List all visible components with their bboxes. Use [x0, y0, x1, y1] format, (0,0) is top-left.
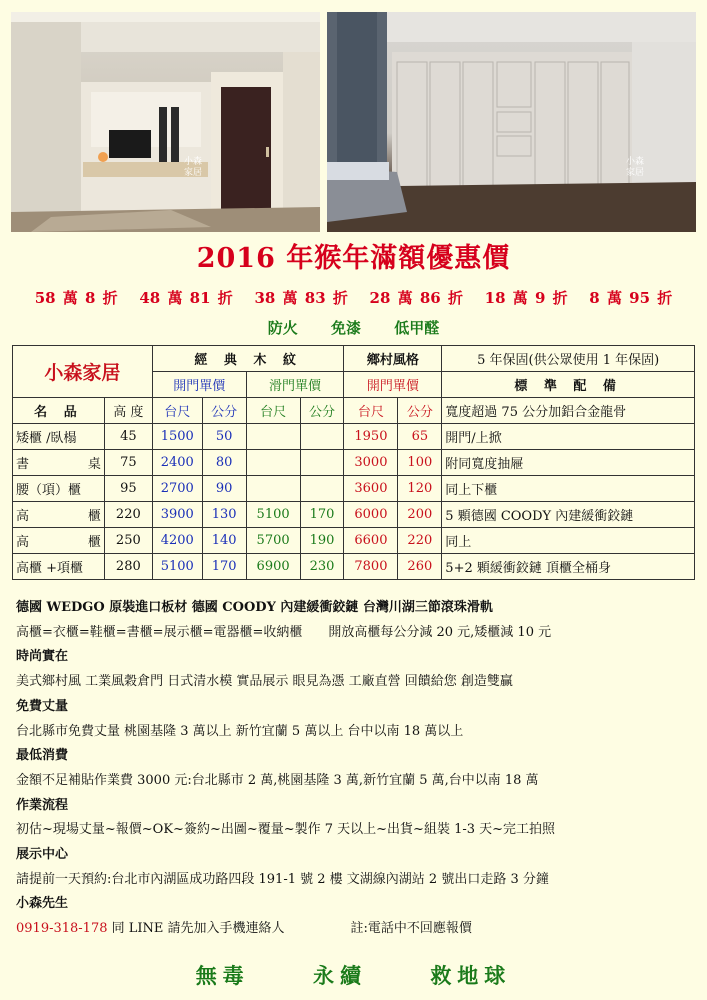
slide-price-cm	[300, 424, 344, 450]
section-title: 小森先生	[16, 896, 69, 912]
living-room-photo	[11, 12, 320, 232]
photo-banner	[11, 12, 696, 232]
country-style-header: 鄉村風格	[344, 346, 442, 372]
country-price-ft: 1950	[344, 424, 398, 450]
slide-price-cm	[300, 476, 344, 502]
item-note: 附同寬度抽屜	[442, 450, 695, 476]
open-price-ft: 5100	[152, 554, 202, 580]
section-body: 初估~現場丈量~報價~OK~簽約~出圖~覆量~製作 7 天以上~出貨~組裝 1-3 天~完工拍照	[16, 822, 556, 838]
item-note: 開門/上掀	[442, 424, 695, 450]
slogan-item: 防火	[267, 319, 298, 337]
watermark-right: 小森家居	[625, 157, 644, 178]
slide-price-ft: 5700	[246, 528, 300, 554]
phone-note: 註:電話中不回應報價	[350, 921, 472, 937]
wardrobe-illustration	[327, 12, 696, 232]
item-note: 同上下櫃	[442, 476, 695, 502]
item-note: 同上	[442, 528, 695, 554]
slide-door-price-header: 滑門單價	[246, 372, 344, 398]
promo-headline: 2016 年猴年滿額優惠價	[196, 243, 511, 274]
section-title: 最低消費	[16, 748, 69, 764]
section-title: 展示中心	[16, 847, 69, 863]
table-row	[13, 450, 695, 476]
discount-tier: 48 萬 81 折	[139, 289, 233, 307]
table-header-row-1	[13, 346, 695, 372]
discount-tier: 58 萬 8 折	[34, 289, 118, 307]
table-header-row-3	[13, 398, 695, 424]
table-row	[13, 554, 695, 580]
item-height: 45	[104, 424, 152, 450]
item-height: 75	[104, 450, 152, 476]
table-row	[13, 476, 695, 502]
open-price-cm: 170	[202, 554, 246, 580]
slide-price-ft	[246, 450, 300, 476]
col-standard-note: 寬度超過 75 公分加鋁合金龍骨	[442, 398, 695, 424]
col-tw-ft: 台尺	[246, 398, 300, 424]
country-price-cm: 120	[398, 476, 442, 502]
slogan-item: 救地球	[430, 963, 512, 988]
col-height: 高 度	[104, 398, 152, 424]
slogan-item: 無毒	[195, 963, 250, 988]
item-name: 高櫃 +項櫃	[13, 554, 105, 580]
open-price-cm: 140	[202, 528, 246, 554]
item-height: 95	[104, 476, 152, 502]
definitions-line: 高櫃=衣櫃=鞋櫃=書櫃=展示櫃=電器櫃=收納櫃 開放高櫃每公分減 20 元,矮櫃減 10 元	[16, 624, 552, 640]
slide-price-ft	[246, 476, 300, 502]
slide-price-cm	[300, 450, 344, 476]
item-name: 腰（項）櫃	[13, 476, 105, 502]
price-table	[12, 345, 695, 580]
discount-tier: 18 萬 9 折	[484, 289, 568, 307]
item-note: 5+2 顆緩衝鉸鏈 頂櫃全桶身	[442, 554, 695, 580]
country-price-cm: 100	[398, 450, 442, 476]
open-price-ft: 3900	[152, 502, 202, 528]
country-price-cm: 65	[398, 424, 442, 450]
info-notes	[16, 596, 696, 942]
discount-tier: 38 萬 83 折	[254, 289, 348, 307]
open-door-price-header: 開門單價	[152, 372, 246, 398]
section-body: 金額不足補貼作業費 3000 元:台北縣市 2 萬,桃園基隆 3 萬,新竹宜蘭 5 萬,台中以南 18 萬	[16, 772, 539, 788]
open-price-ft: 1500	[152, 424, 202, 450]
item-height: 220	[104, 502, 152, 528]
phone-number[interactable]: 0919-318-178	[16, 921, 108, 937]
standard-equipment-header: 標 準 配 備	[442, 372, 695, 398]
country-price-ft: 3600	[344, 476, 398, 502]
open-price-cm: 130	[202, 502, 246, 528]
table-row	[13, 424, 695, 450]
item-name: 高 櫃	[13, 528, 105, 554]
slide-price-cm: 230	[300, 554, 344, 580]
bedroom-wardrobe-photo	[327, 12, 696, 232]
materials-line: 德國 WEDGO 原裝進口板材 德國 COODY 內建緩衝鉸鏈 台灣川湖三節滾珠滑軌	[16, 600, 493, 615]
country-price-ft: 3000	[344, 450, 398, 476]
watermark-left: 小森家居	[183, 157, 202, 178]
slogan-item: 低甲醛	[394, 319, 440, 337]
item-note: 5 顆德國 COODY 內建緩衝鉸鏈	[442, 502, 695, 528]
open-price-ft: 2400	[152, 450, 202, 476]
discount-tier: 8 萬 95 折	[589, 289, 673, 307]
contact-line	[16, 917, 696, 942]
item-height: 280	[104, 554, 152, 580]
slide-price-ft	[246, 424, 300, 450]
table-row	[13, 502, 695, 528]
section-body: 台北縣市免費丈量 桃園基隆 3 萬以上 新竹宜蘭 5 萬以上 台中以南 18 萬以上	[16, 723, 464, 739]
item-height: 250	[104, 528, 152, 554]
phone-suffix: 同 LINE 請先加入手機連絡人	[107, 921, 285, 937]
section-body: 請提前一天預約:台北市內湖區成功路四段 191-1 號 2 樓 文湖線內湖站 2 號出口走路 3 分鐘	[16, 871, 549, 887]
table-row	[13, 528, 695, 554]
brand-name: 小森家居	[13, 346, 153, 398]
col-tw-ft: 台尺	[344, 398, 398, 424]
open-price-cm: 90	[202, 476, 246, 502]
open-price-ft: 2700	[152, 476, 202, 502]
country-price-ft: 6600	[344, 528, 398, 554]
item-name: 書 桌	[13, 450, 105, 476]
slide-price-ft: 6900	[246, 554, 300, 580]
slide-price-ft: 5100	[246, 502, 300, 528]
country-price-cm: 200	[398, 502, 442, 528]
section-title: 時尚實在	[16, 649, 69, 665]
item-name: 高 櫃	[13, 502, 105, 528]
warranty-text: 5 年保固(供公眾使用 1 年保固)	[442, 346, 695, 372]
discount-tiers	[0, 287, 707, 308]
country-price-ft: 7800	[344, 554, 398, 580]
slogan-item: 永續	[313, 963, 367, 988]
section-title: 免費丈量	[16, 698, 69, 714]
slogan-item: 免漆	[330, 319, 361, 337]
col-cm: 公分	[398, 398, 442, 424]
country-price-cm: 260	[398, 554, 442, 580]
feature-slogan	[0, 317, 707, 338]
living-room-illustration	[11, 12, 320, 232]
col-cm: 公分	[202, 398, 246, 424]
open-price-ft: 4200	[152, 528, 202, 554]
slide-price-cm: 170	[300, 502, 344, 528]
col-name: 名 品	[13, 398, 105, 424]
country-price-ft: 6000	[344, 502, 398, 528]
classic-wood-header: 經 典 木 紋	[152, 346, 344, 372]
country-open-door-header: 開門單價	[344, 372, 442, 398]
slide-price-cm: 190	[300, 528, 344, 554]
section-title: 作業流程	[16, 797, 69, 813]
item-name: 矮櫃 /臥榻	[13, 424, 105, 450]
footer-slogan	[0, 960, 707, 990]
discount-tier: 28 萬 86 折	[369, 289, 463, 307]
col-tw-ft: 台尺	[152, 398, 202, 424]
open-price-cm: 50	[202, 424, 246, 450]
col-cm: 公分	[300, 398, 344, 424]
open-price-cm: 80	[202, 450, 246, 476]
country-price-cm: 220	[398, 528, 442, 554]
section-body: 美式鄉村風 工業風穀倉門 日式清水模 實品展示 眼見為憑 工廠直營 回饋給您 創造雙贏	[16, 674, 513, 690]
